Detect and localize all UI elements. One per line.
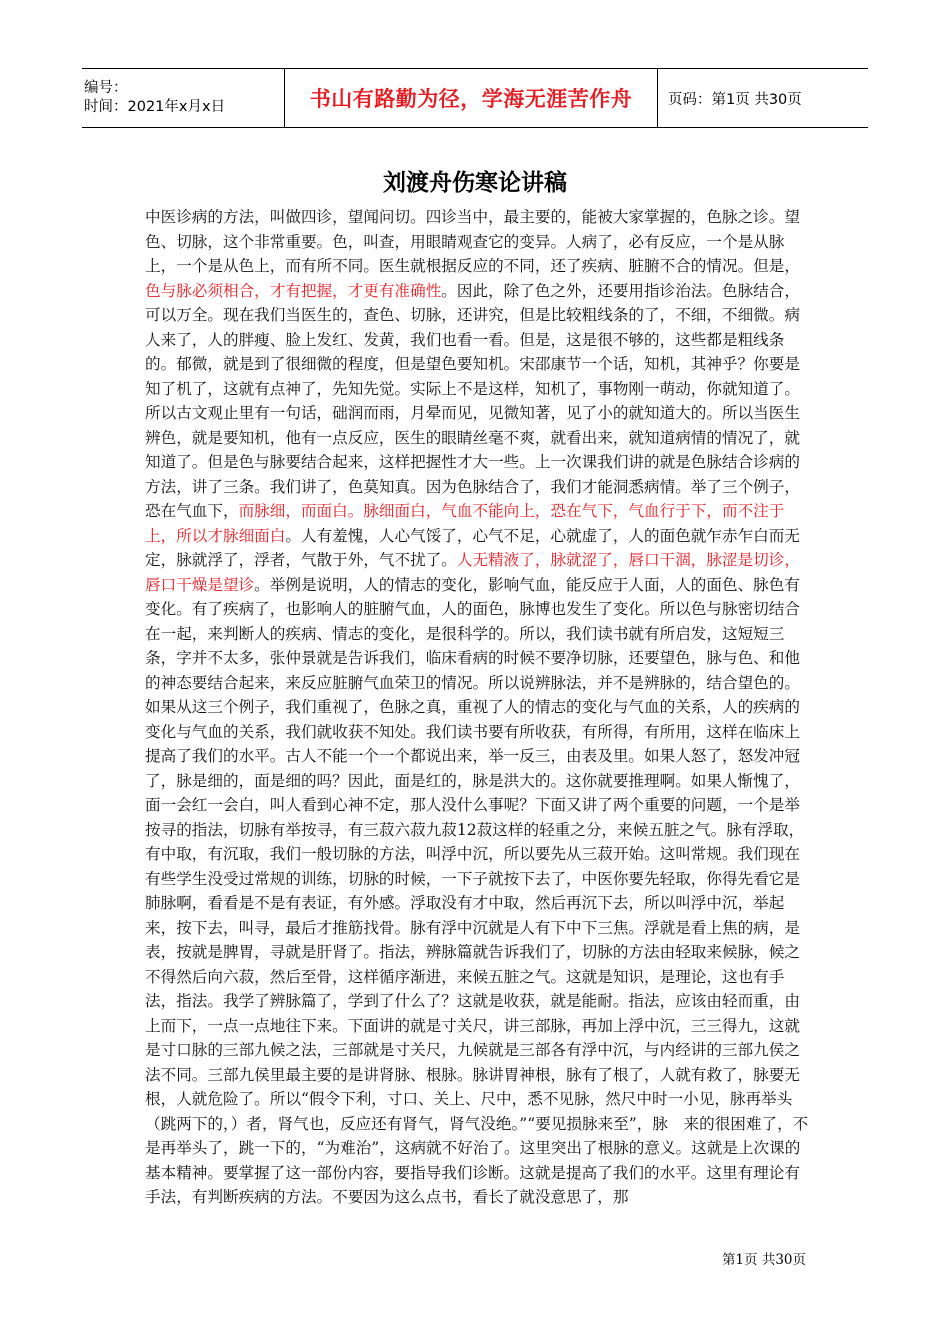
highlighted-text: 色与脉必须相合，才有把握，才更有准确性: [145, 281, 442, 300]
text-segment: 。因此，除了色之外，还要用指诊治法。色脉结合，可以万全。现在我们当医生的，查色、切脉，还讲究，但是比较粗线条的了，不细，不细微。病人来了，人的胖瘦、脸上发红、发黄，我们也看一看。但是，这是很不够的，这些都是粗线条的。郁微，就是到了很细微的程度，但是望色要知机。宋邵康节一个话，知机，其神乎？你要是知了机了，这就有点神了，先知先觉。实际上不是这样，知机了，事物刚一萌动，你就知道了。所以古文观止里有一句话，础润而雨，月晕而见，见微知著，见了小的就知道大的。所以当医生辨色，就是要知机，他有一点反应，医生的眼睛丝毫不爽，就看出来，就知道病情的情况了，就知道了。但是色与脉要结合起来，这样把握性才大一些。上一次课我们讲的就是色脉结合诊病的方法，讲了三条。我们讲了，色莫知真。因为色脉结合了，我们才能洞悉病情。举了三个例子，恐在气血下，: [145, 281, 800, 520]
page-header: [82, 68, 868, 128]
header-motto-cell: [285, 69, 658, 128]
text-segment: 。举例是说明，人的情志的变化，影响气血，能反应于人面，人的面色、脉色有变化。有了疾病了，也影响人的脏腑气血，人的面色，脉博也发生了变化。所以色与脉密切结合在一起，来判断人的疾病、情志的变化，是很科学的。所以，我们读书就有所启发，这短短三条，字并不太多，张仲景就是告诉我们，临床看病的时候不要净切脉，还要望色，脉与色、和他的神态要结合起来，来反应脏腑气血荣卫的情况。所以说辨脉法，并不是辨脉的，结合望色的。如果从这三个例子，我们重视了，色脉之真，重视了人的情志的变化与气血的关系，人的疾病的变化与气血的关系，我们就收获不知处。我们读书要有所收获，有所得，有所用，这样在临床上提高了我们的水平。古人不能一个一个都说出来，举一反三，由表及里。如果人怒了，怒发冲冠了，脉是细的，面是细的吗？因此，面是红的，脉是洪大的。这你就要推理啊。如果人惭愧了，面一会红一会白，叫人看到心神不定，那人没什么事呢？下面又讲了两个重要的问题，一个是举按寻的指法，切脉有举按寻，有三菽六菽九菽12菽这样的轻重之分，来候五脏之气。脉有浮取，有中取，有沉取，我们一般切脉的方法，叫浮中沉，所以要先从三菽开始。这叫常规。我们现在有些学生没受过常规的训练，切脉的时候，一下子就按下去了，中医你要先轻取，你得先看它是肺脉啊，看看是不是有表证，有外感。浮取没有才中取，然后再沉下去，所以叫浮中沉，举起来，按下去，叫寻，最后才推筋找骨。脉有浮中沉就是人有下中下三焦。浮就是看上焦的病，是表，按就是脾胃，寻就是肝肾了。指法，辨脉篇就告诉我们了，切脉的方法由轻取来候脉，候之不得然后向六菽，然后至骨，这样循序渐进，来候五脏之气。这就是知识，是理论，这也有手法，指法。我学了辨脉篇了，学到了什么了？这就是收获，就是能耐。指法，应该由轻而重，由上而下，一点一点地往下来。下面讲的就是寸关尺，讲三部脉，再加上浮中沉，三三得九，这就是寸口脉的三部九候之法，三部就是寸关尺，九候就是三部各有浮中沉，与内经讲的三部九侯之法不同。三部九侯里最主要的是讲肾脉、根脉。脉讲胃神根，脉有了根了，人就有救了，脉要无根，人就危险了。所以“假令下利，寸口、关上、尺中，悉不见脉，然尺中时一小见，脉再举头（跳两下的，）者，肾气也，反应还有肾气，肾气没绝。”“要见损脉来至”，脉 来的很困难了，不是再举头了，跳一下的，“为难治”，这病就不好治了。这里突出了根脉的意义。这就是上次课的基本精神。要掌握了这一部份内容，要指导我们诊断。这就是提高了我们的水平。这里有理论有手法，有判断疾病的方法。不要因为这么点书，看长了就没意思了，那: [145, 575, 809, 1206]
time-label: 时间：2021年x月x日: [84, 99, 226, 115]
page-label: 页码：第1页 共30页: [668, 91, 802, 108]
header-page-cell: [658, 69, 869, 128]
body-paragraph: [145, 205, 813, 1210]
header-meta: [82, 69, 285, 128]
highlighted-text: 而脉细，而面白。脉细面白，气血不能向上，恐在气下，气血行于下，而不注于上，所以才脉细面白: [145, 502, 785, 545]
highlighted-text: 人无精液了，脉就涩了，唇口干涸，脉涩是切诊，唇口干燥是望诊: [145, 551, 800, 594]
document-title: 刘渡舟伤寒论讲稿: [383, 169, 567, 196]
motto-text: 书山有路勤为径，学海无涯苦作舟: [309, 87, 633, 111]
text-segment: 中医诊病的方法，叫做四诊，望闻问切。四诊当中，最主要的，能被大家掌握的，色脉之诊。望色、切脉，这个非常重要。色，叫查，用眼睛观查它的变异。人病了，必有反应，一个是从脉上，一个是从色上，而有所不同。医生就根据反应的不同，还了疾病、脏腑不合的情况。但是，: [145, 208, 800, 275]
page-footer: 第1页 共30页: [721, 1252, 806, 1268]
text-segment: 。人有羞愧，人心气馁了，心气不足，心就虚了，人的面色就乍赤乍白而无定，脉就浮了，浮者，气散于外，气不扰了。: [145, 526, 800, 569]
code-label: 编号：: [84, 80, 128, 96]
